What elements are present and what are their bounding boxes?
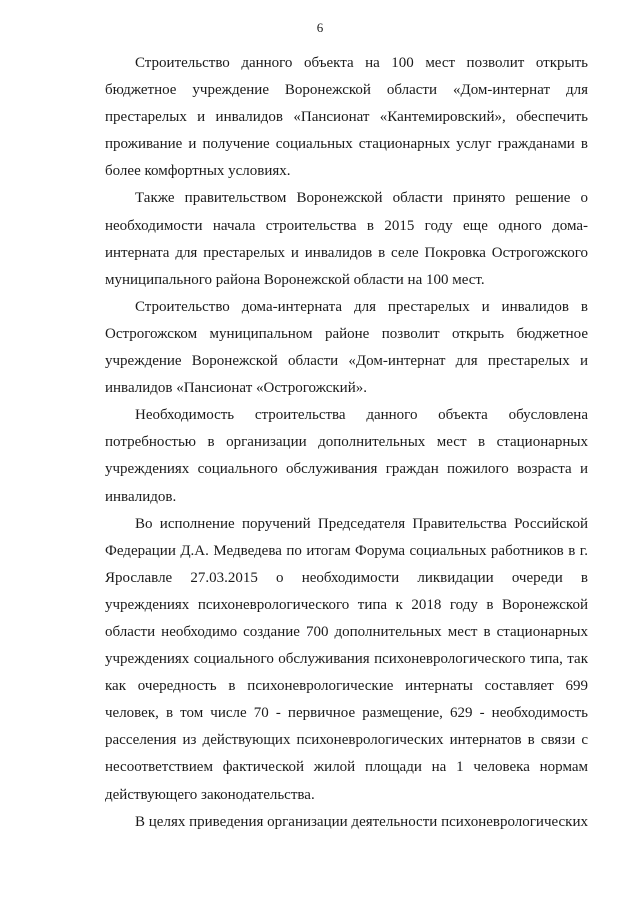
paragraph-4	[105, 402, 588, 510]
text-line: Острогожском муниципальном районе позволит открыть бюджетное	[105, 325, 588, 342]
text-line: несоответствием фактической жилой площади на 1 человека нормам	[105, 759, 588, 776]
text-line: необходимости начала строительства в 2015 году еще одного дома-	[105, 217, 588, 234]
text-line: бюджетное учреждение Воронежской области «Дом-интернат для	[105, 82, 588, 99]
text-line: Строительство дома-интерната для престарелых и инвалидов в	[135, 298, 588, 315]
text-line: области необходимо создание 700 дополнительных мест в стационарных	[105, 623, 588, 640]
text-line: Строительство данного объекта на 100 мест позволит открыть	[135, 55, 588, 71]
text-line: интерната для престарелых и инвалидов в селе Покровка Острогожского	[105, 244, 588, 261]
text-line: учреждение Воронежской области «Дом-интернат для престарелых и	[105, 353, 588, 370]
text-line: как очередность в психоневрологические интернаты составляет 699	[105, 678, 588, 695]
text-line: инвалидов «Пансионат «Острогожский».	[105, 380, 367, 397]
paragraph-3	[105, 294, 588, 402]
text-line: учреждениях социального обслуживания граждан пожилого возраста и	[105, 461, 588, 478]
text-line: Ярославле 27.03.2015 о необходимости ликвидации очереди в	[105, 569, 588, 586]
text-line: расселения из действующих психоневрологических интернатов в связи с	[105, 732, 588, 749]
page-number: 6	[316, 20, 324, 35]
text-line: В целях приведения организации деятельности психоневрологических	[135, 813, 588, 830]
text-line: более комфортных условиях.	[105, 163, 291, 180]
text-line: муниципального района Воронежской области на 100 мест.	[105, 271, 485, 288]
text-line: потребностью в организации дополнительных мест в стационарных	[105, 434, 588, 451]
paragraph-2	[105, 185, 588, 293]
paragraph-5	[105, 511, 588, 809]
text-line: учреждениях психоневрологического типа к 2018 году в Воронежской	[105, 596, 588, 613]
text-line: Во исполнение поручений Председателя Правительства Российской	[135, 515, 588, 532]
paragraph-1	[105, 50, 588, 185]
text-line: Также правительством Воронежской области принято решение о	[135, 190, 588, 207]
text-line: Необходимость строительства данного объекта обусловлена	[135, 407, 588, 424]
text-line: проживание и получение социальных стационарных услуг гражданами в	[105, 136, 588, 153]
body-text	[105, 50, 588, 836]
text-line: инвалидов.	[105, 488, 177, 505]
text-line: учреждениях социального обслуживания психоневрологического типа, так	[105, 651, 588, 668]
paragraph-6	[105, 809, 588, 836]
text-line: престарелых и инвалидов «Пансионат «Кантемировский», обеспечить	[105, 109, 588, 126]
text-line: действующего законодательства.	[105, 786, 315, 803]
text-line: Федерации Д.А. Медведева по итогам Форума социальных работников в г.	[105, 542, 588, 559]
text-line: человек, в том числе 70 - первичное размещение, 629 - необходимость	[105, 705, 588, 722]
